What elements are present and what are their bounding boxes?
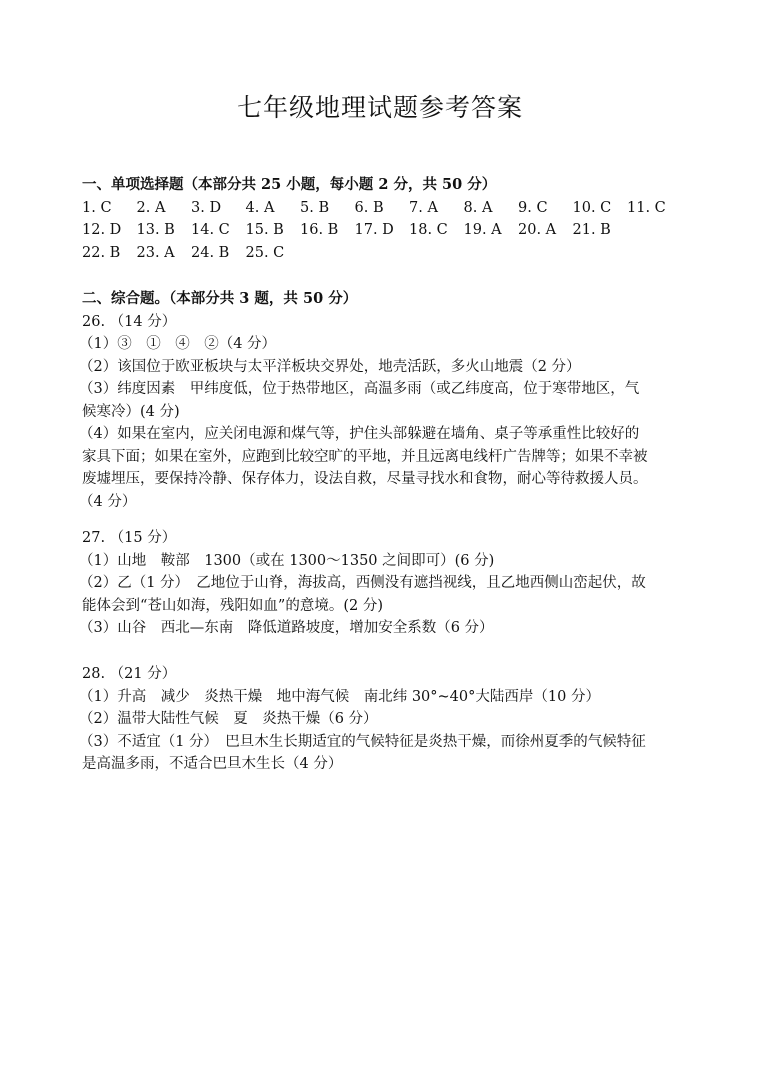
multiple-choice-answer: 8. A xyxy=(463,199,493,216)
multiple-choice-answer: 14. C xyxy=(191,222,230,238)
section-heading-comprehensive: 二、综合题。（本部分共 3 题，共 50 分） xyxy=(82,290,358,307)
section-comprehensive xyxy=(79,288,682,513)
multiple-choice-answer: 5. B xyxy=(300,199,330,216)
answer-line: （1）③ ① ④ ②（4 分） xyxy=(79,336,277,352)
question-26 xyxy=(79,311,682,514)
question-27 xyxy=(79,527,682,640)
answer-line: 能体会到“苍山如海，残阳如血”的意境。(2 分) xyxy=(82,597,383,614)
multiple-choice-answer: 11. C xyxy=(627,199,666,216)
section-multiple-choice xyxy=(82,174,682,264)
multiple-choice-answer: 20. A xyxy=(518,222,557,238)
multiple-choice-answer: 22. B xyxy=(82,244,121,261)
answer-line: （2）温带大陆性气候 夏 炎热干燥（6 分） xyxy=(79,711,378,727)
question-label: 28. （21 分） xyxy=(82,666,177,682)
multiple-choice-answer: 6. B xyxy=(354,199,384,216)
multiple-choice-answer: 25. C xyxy=(245,244,285,261)
answer-line: （3）山谷 西北—东南 降低道路坡度，增加安全系数（6 分） xyxy=(79,620,494,636)
answer-line: 候寒冷）(4 分) xyxy=(82,403,180,420)
multiple-choice-answers xyxy=(82,197,682,265)
answer-line: 是高温多雨，不适合巴旦木生长（4 分） xyxy=(82,756,343,772)
question-label: 26. （14 分） xyxy=(82,313,177,330)
multiple-choice-answer: 10. C xyxy=(572,199,612,216)
answer-line: 废墟埋压，要保持冷静、保存体力，设法自救，尽量寻找水和食物，耐心等待救援人员。 xyxy=(82,471,648,487)
multiple-choice-answer: 3. D xyxy=(191,199,222,216)
multiple-choice-answer: 18. C xyxy=(409,222,448,238)
multiple-choice-answer: 16. B xyxy=(300,222,339,238)
multiple-choice-row xyxy=(82,197,682,220)
answer-line: （1）山地 鞍部 1300（或在 1300～1350 之间即可）(6 分) xyxy=(79,552,495,569)
multiple-choice-answer: 1. C xyxy=(82,199,112,216)
multiple-choice-answer: 13. B xyxy=(136,222,175,238)
answer-line: 家具下面；如果在室外，应跑到比较空旷的平地，并且远离电线杆广告牌等；如果不幸被 xyxy=(82,448,648,465)
section-heading-multiple-choice: 一、单项选择题（本部分共 25 小题，每小题 2 分，共 50 分） xyxy=(82,176,497,193)
answer-line: （2）该国位于欧亚板块与太平洋板块交界处，地壳活跃，多火山地震（2 分） xyxy=(79,358,581,375)
multiple-choice-answer: 17. D xyxy=(354,222,394,238)
multiple-choice-answer: 24. B xyxy=(191,244,230,261)
answer-line: （4 分） xyxy=(79,493,137,510)
answer-line: （3）不适宜（1 分） 巴旦木生长期适宜的气候特征是炎热干燥，而徐州夏季的气候特征 xyxy=(79,733,646,750)
page-title: 七年级地理试题参考答案 xyxy=(236,93,523,122)
multiple-choice-answer: 23. A xyxy=(136,244,175,261)
multiple-choice-answer: 7. A xyxy=(409,199,438,216)
answer-line: （2）乙（1 分） 乙地位于山脊，海拔高，西侧没有遮挡视线，且乙地西侧山峦起伏，故 xyxy=(79,575,646,591)
multiple-choice-answer: 4. A xyxy=(245,199,275,216)
multiple-choice-answer: 9. C xyxy=(518,199,548,216)
multiple-choice-row xyxy=(82,219,682,242)
multiple-choice-answer: 21. B xyxy=(572,222,611,238)
answer-line: （1）升高 减少 炎热干燥 地中海气候 南北纬 30°~40°大陆西岸（10 分） xyxy=(79,688,600,705)
question-28 xyxy=(79,663,682,776)
multiple-choice-answer: 2. A xyxy=(136,199,166,216)
multiple-choice-answer: 19. A xyxy=(463,222,502,238)
multiple-choice-answer: 12. D xyxy=(82,222,122,238)
multiple-choice-answer: 15. B xyxy=(245,222,284,238)
question-label: 27. （15 分） xyxy=(82,530,177,546)
answer-line: （4）如果在室内，应关闭电源和煤气等，护住头部躲避在墙角、桌子等承重性比较好的 xyxy=(79,426,640,442)
answer-line: （3）纬度因素 甲纬度低，位于热带地区，高温多雨（或乙纬度高，位于寒带地区，气 xyxy=(79,381,640,397)
multiple-choice-row xyxy=(82,242,682,265)
